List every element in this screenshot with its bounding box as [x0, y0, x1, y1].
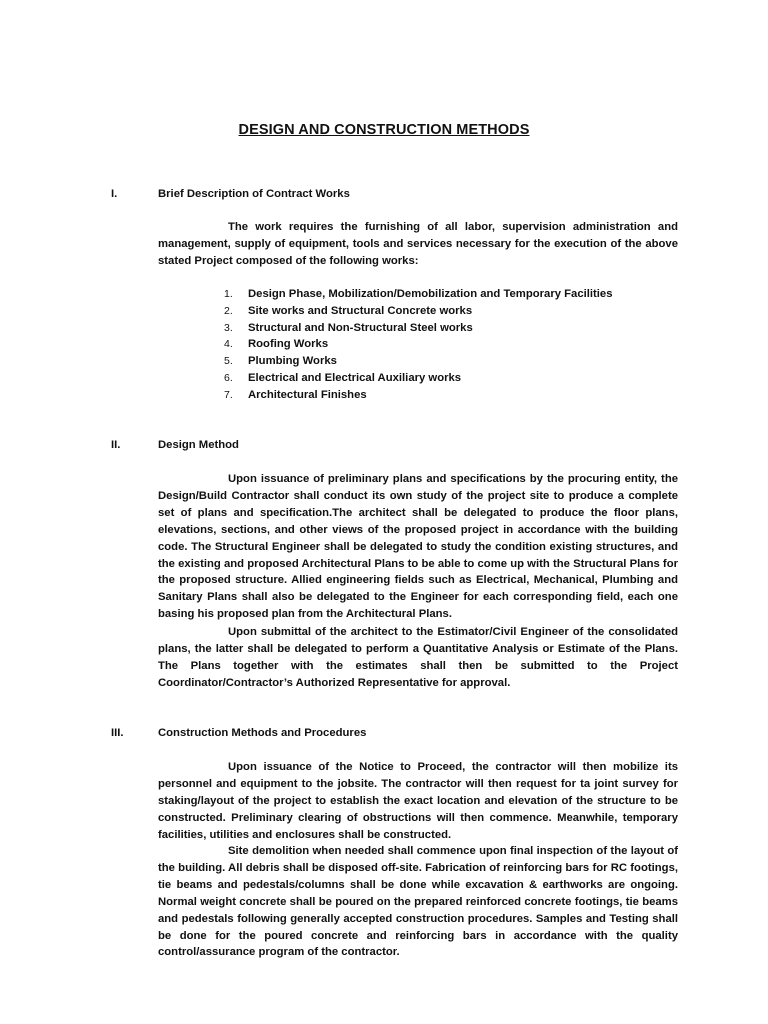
- list-item: [224, 387, 613, 404]
- list-item: [224, 286, 613, 303]
- paragraph: Upon issuance of the Notice to Proceed, the contractor will then mobilize its personnel and equipment to the jobsite. The contractor will then request for ta joint survey for staking/layout of the project to establish the exact location and elevation of the structure to be constructed. Preliminary clearing of obstructions will then commence. Meanwhile, temporary facilities, utilities and enclosures shall be constructed.: [158, 761, 678, 841]
- paragraph: Upon issuance of preliminary plans and specifications by the procuring entity, the Design/Build Contractor shall conduct its own study of the project site to produce a complete set of plans and specification.The architect shall be delegated to produce the floor plans, elevations, sections, and other views of the proposed project in accordance with the building code. The Structural Engineer shall be delegated to study the condition existing structures, and the existing and proposed Architectural Plans to be able to come up with the Structural Plans for the proposed structure. Allied engineering fields such as Electrical, Mechanical, Plumbing and Sanitary Plans shall also be delegated to the Engineer for each corresponding field, each one basing his proposed plan from the Architectural Plans.: [158, 473, 678, 621]
- list-item-text: Architectural Finishes: [248, 388, 367, 401]
- list-item-text: Structural and Non-Structural Steel works: [248, 321, 473, 334]
- list-item-number: 2.: [224, 304, 233, 317]
- list-item-text: Electrical and Electrical Auxiliary works: [248, 371, 462, 384]
- list-item: [224, 303, 613, 320]
- list-item-number: 6.: [224, 371, 233, 384]
- section-heading: Brief Description of Contract Works: [158, 188, 350, 200]
- section-number: II.: [111, 439, 121, 451]
- list-item-number: 3.: [224, 321, 233, 334]
- list-item-number: 1.: [224, 288, 233, 300]
- list-item-number: 7.: [224, 388, 233, 401]
- list-item-text: Site works and Structural Concrete works: [248, 304, 473, 317]
- list-item: [224, 353, 613, 370]
- list-item-text: Design Phase, Mobilization/Demobilization and Temporary Facilities: [248, 288, 613, 300]
- document-title: DESIGN AND CONSTRUCTION METHODS: [238, 122, 530, 138]
- paragraph: Site demolition when needed shall commence upon final inspection of the layout of the building. All debris shall be disposed off-site. Fabrication of reinforcing bars for RC footings, tie beams and pedestals/columns shall be done while excavation & earthworks are ongoing. Normal weight concrete shall be poured on the prepared reinforced concrete footings, tie beams and pedestals following generally accepted construction procedures. Samples and Testing shall be done for the poured concrete and reinforcing bars in accordance with the quality control/assurance program of the contractor.: [158, 845, 678, 959]
- list-item: [224, 320, 613, 337]
- section-heading: Design Method: [158, 439, 239, 451]
- section-heading: Construction Methods and Procedures: [158, 727, 367, 739]
- list-item-number: 4.: [224, 338, 233, 351]
- section-number: I.: [111, 188, 118, 200]
- list-item: [224, 370, 613, 387]
- list-item-text: Plumbing Works: [248, 355, 337, 368]
- paragraph: Upon submittal of the architect to the Estimator/Civil Engineer of the consolidated plans, the latter shall be delegated to perform a Quantitative Analysis or Estimate of the Plans. The Plans together with the estimates shall then be submitted to the Project Coordinator/Contractor’s Authorized Representative for approval.: [158, 626, 678, 689]
- section-number: III.: [111, 727, 124, 739]
- works-list: [224, 286, 613, 404]
- list-item-text: Roofing Works: [248, 338, 329, 351]
- list-item: [224, 336, 613, 353]
- paragraph: The work requires the furnishing of all labor, supervision administration and management, supply of equipment, tools and services necessary for the execution of the above stated Project composed of the following works:: [158, 221, 678, 267]
- list-item-number: 5.: [224, 355, 233, 368]
